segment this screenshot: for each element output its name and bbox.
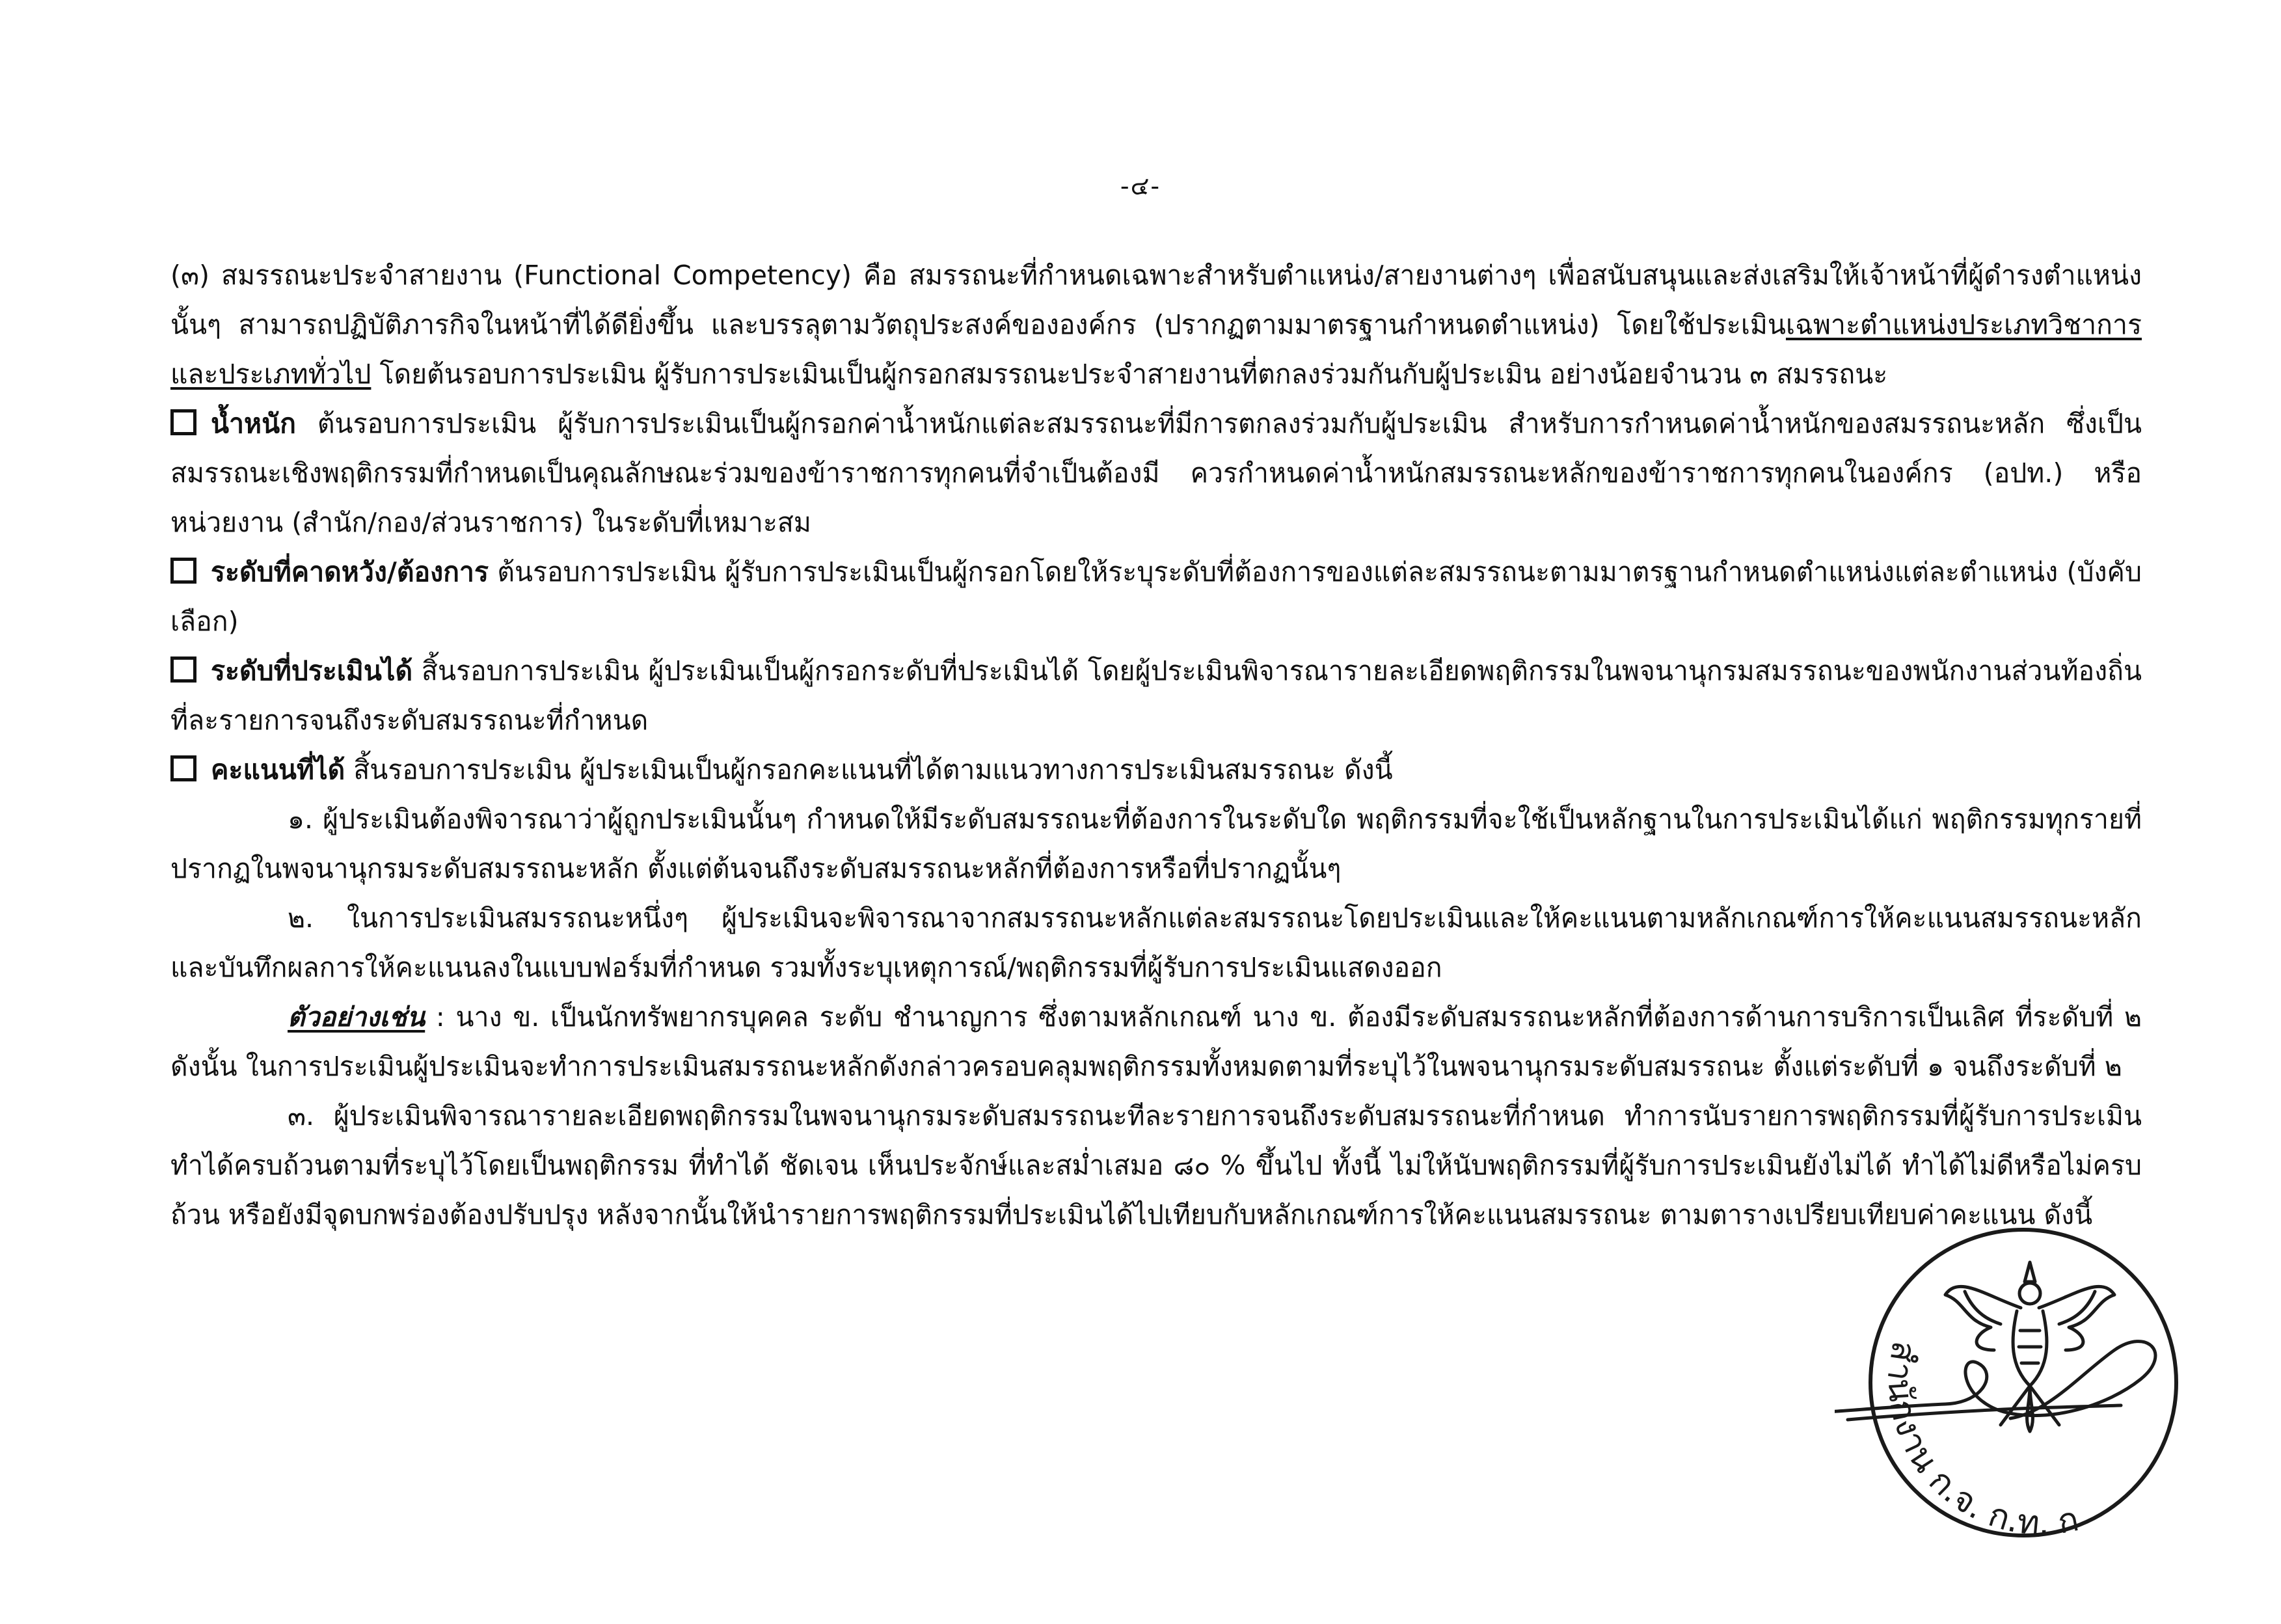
section-3-text-1: (๓) สมรรถนะประจำสายงาน (Functional Competency) คือ สมรรถนะที่กำหนดเฉพาะสำหรับตำแหน่ง/สายงานต่างๆ เพื่อสนับสนุนและส่งเสริมให้เจ้าหน้าที่ผู้ดำรงตำแหน่งนั้นๆ สามารถปฏิบัติภารกิจในหน้าที่ได้ดียิ่งขึ้น และบรรลุตามวัตถุประสงค์ขององค์กร (ปรากฏตามมาตรฐานกำหนดตำแหน่ง) โดยใช้ประเมิน	[170, 260, 2142, 340]
example-label: ตัวอย่างเช่น	[288, 1001, 425, 1033]
item-score-label: คะแนนที่ได้	[211, 754, 345, 785]
document-body	[170, 250, 2142, 1239]
section-3-text-2: โดยต้นรอบการประเมิน ผู้รับการประเมินเป็นผู้กรอกสมรรถนะประจำสายงานที่ตกลงร่วมกันกับผู้ประเมิน อย่างน้อยจำนวน ๓ สมรรถนะ	[371, 359, 1888, 390]
item-expected-level	[170, 547, 2142, 646]
checkbox-icon	[170, 409, 196, 435]
example-paragraph	[170, 992, 2142, 1091]
step-1: ๑. ผู้ประเมินต้องพิจารณาว่าผู้ถูกประเมินนั้นๆ กำหนดให้มีระดับสมรรถนะที่ต้องการในระดับใด พฤติกรรมที่จะใช้เป็นหลักฐานในการประเมินได้แก่ พฤติกรรมทุกรายที่ปรากฏในพจนานุกรมระดับสมรรถนะหลัก ตั้งแต่ต้นจนถึงระดับสมรรถนะหลักที่ต้องการหรือที่ปรากฏนั้นๆ	[170, 804, 2142, 884]
item-assessed-level	[170, 646, 2142, 745]
item-expected-level-text: ต้นรอบการประเมิน ผู้รับการประเมินเป็นผู้กรอกโดยให้ระบุระดับที่ต้องการของแต่ละสมรรถนะตามมาตรฐานกำหนดตำแหน่งแต่ละตำแหน่ง (บังคับเลือก)	[170, 556, 2142, 637]
item-expected-level-label: ระดับที่คาดหวัง/ต้องการ	[211, 556, 489, 588]
section-3-underlined-text: เฉพาะตำแหน่งประเภทวิชาการ และประเภททั่วไป	[170, 309, 2142, 390]
checkbox-icon	[170, 755, 196, 781]
step-3: ๓. ผู้ประเมินพิจารณารายละเอียดพฤติกรรมในพจนานุกรมระดับสมรรถนะทีละรายการจนถึงระดับสมรรถนะที่กำหนด ทำการนับรายการพฤติกรรมที่ผู้รับการประเมินทำได้ครบถ้วนตามที่ระบุไว้โดยเป็นพฤติกรรม ที่ทำได้ ชัดเจน เห็นประจักษ์และสม่ำเสมอ ๘๐ % ขึ้นไป ทั้งนี้ ไม่ให้นับพฤติกรรมที่ผู้รับการประเมินยังไม่ได้ ทำได้ไม่ดีหรือไม่ครบถ้วน หรือยังมีจุดบกพร่องต้องปรับปรุง หลังจากนั้นให้นำรายการพฤติกรรมที่ประเมินได้ไปเทียบกับหลักเกณฑ์การให้คะแนนสมรรถนะ ตามตารางเปรียบเทียบค่าคะแนน ดังนี้	[170, 1100, 2142, 1230]
item-weight	[170, 399, 2142, 547]
item-weight-label: น้ำหนัก	[211, 408, 296, 439]
checkbox-icon	[170, 656, 196, 683]
step-2: ๒. ในการประเมินสมรรถนะหนึ่งๆ ผู้ประเมินจะพิจารณาจากสมรรถนะหลักแต่ละสมรรถนะโดยประเมินและให้คะแนนตามหลักเกณฑ์การให้คะแนนสมรรถนะหลัก และบันทึกผลการให้คะแนนลงในแบบฟอร์มที่กำหนด รวมทั้งระบุเหตุการณ์/พฤติกรรมที่ผู้รับการประเมินแสดงออก	[170, 902, 2142, 983]
item-assessed-level-text: สิ้นรอบการประเมิน ผู้ประเมินเป็นผู้กรอกระดับที่ประเมินได้ โดยผู้ประเมินพิจารณารายละเอียดพฤติกรรมในพจนานุกรมสมรรถนะของพนักงานส่วนท้องถิ่นที่ละรายการจนถึงระดับสมรรถนะที่กำหนด	[170, 655, 2142, 736]
svg-text:สำนักงาน ก.จ. ก.ท. ก.อบต.: สำนักงาน ก.จ. ก.ท. ก	[1879, 1338, 2083, 1543]
example-text: : นาง ข. เป็นนักทรัพยากรบุคคล ระดับ ชำนาญการ ซึ่งตามหลักเกณฑ์ นาง ข. ต้องมีระดับสมรรถนะหลักที่ต้องการด้านการบริการเป็นเลิศ ที่ระดับที่ ๒ ดังนั้น ในการประเมินผู้ประเมินจะทำการประเมินสมรรถนะหลักดังกล่าวครอบคลุมพฤติกรรมทั้งหมดตามที่ระบุไว้ในพจนานุกรมระดับสมรรถนะ ตั้งแต่ระดับที่ ๑ จนถึงระดับที่ ๒	[170, 1001, 2142, 1082]
section-3-paragraph	[170, 250, 2142, 399]
checkbox-icon	[170, 558, 196, 584]
item-score	[170, 745, 2142, 794]
garuda-seal-icon	[1835, 1217, 2199, 1581]
item-weight-text: ต้นรอบการประเมิน ผู้รับการประเมินเป็นผู้กรอกค่าน้ำหนักแต่ละสมรรถนะที่มีการตกลงร่วมกับผู้ประเมิน สำหรับการกำหนดค่าน้ำหนักของสมรรถนะหลัก ซึ่งเป็นสมรรถนะเชิงพฤติกรรมที่กำหนดเป็นคุณลักษณะร่วมของข้าราชการทุกคนที่จำเป็นต้องมี ควรกำหนดค่าน้ำหนักสมรรถนะหลักของข้าราชการทุกคนในองค์กร (อปท.) หรือหน่วยงาน (สำนัก/กอง/ส่วนราชการ) ในระดับที่เหมาะสม	[170, 408, 2142, 538]
item-assessed-level-label: ระดับที่ประเมินได้	[211, 655, 413, 686]
page-number: -๔-	[1120, 172, 1161, 200]
item-score-text: สิ้นรอบการประเมิน ผู้ประเมินเป็นผู้กรอกคะแนนที่ได้ตามแนวทางการประเมินสมรรถนะ ดังนี้	[345, 754, 1393, 785]
